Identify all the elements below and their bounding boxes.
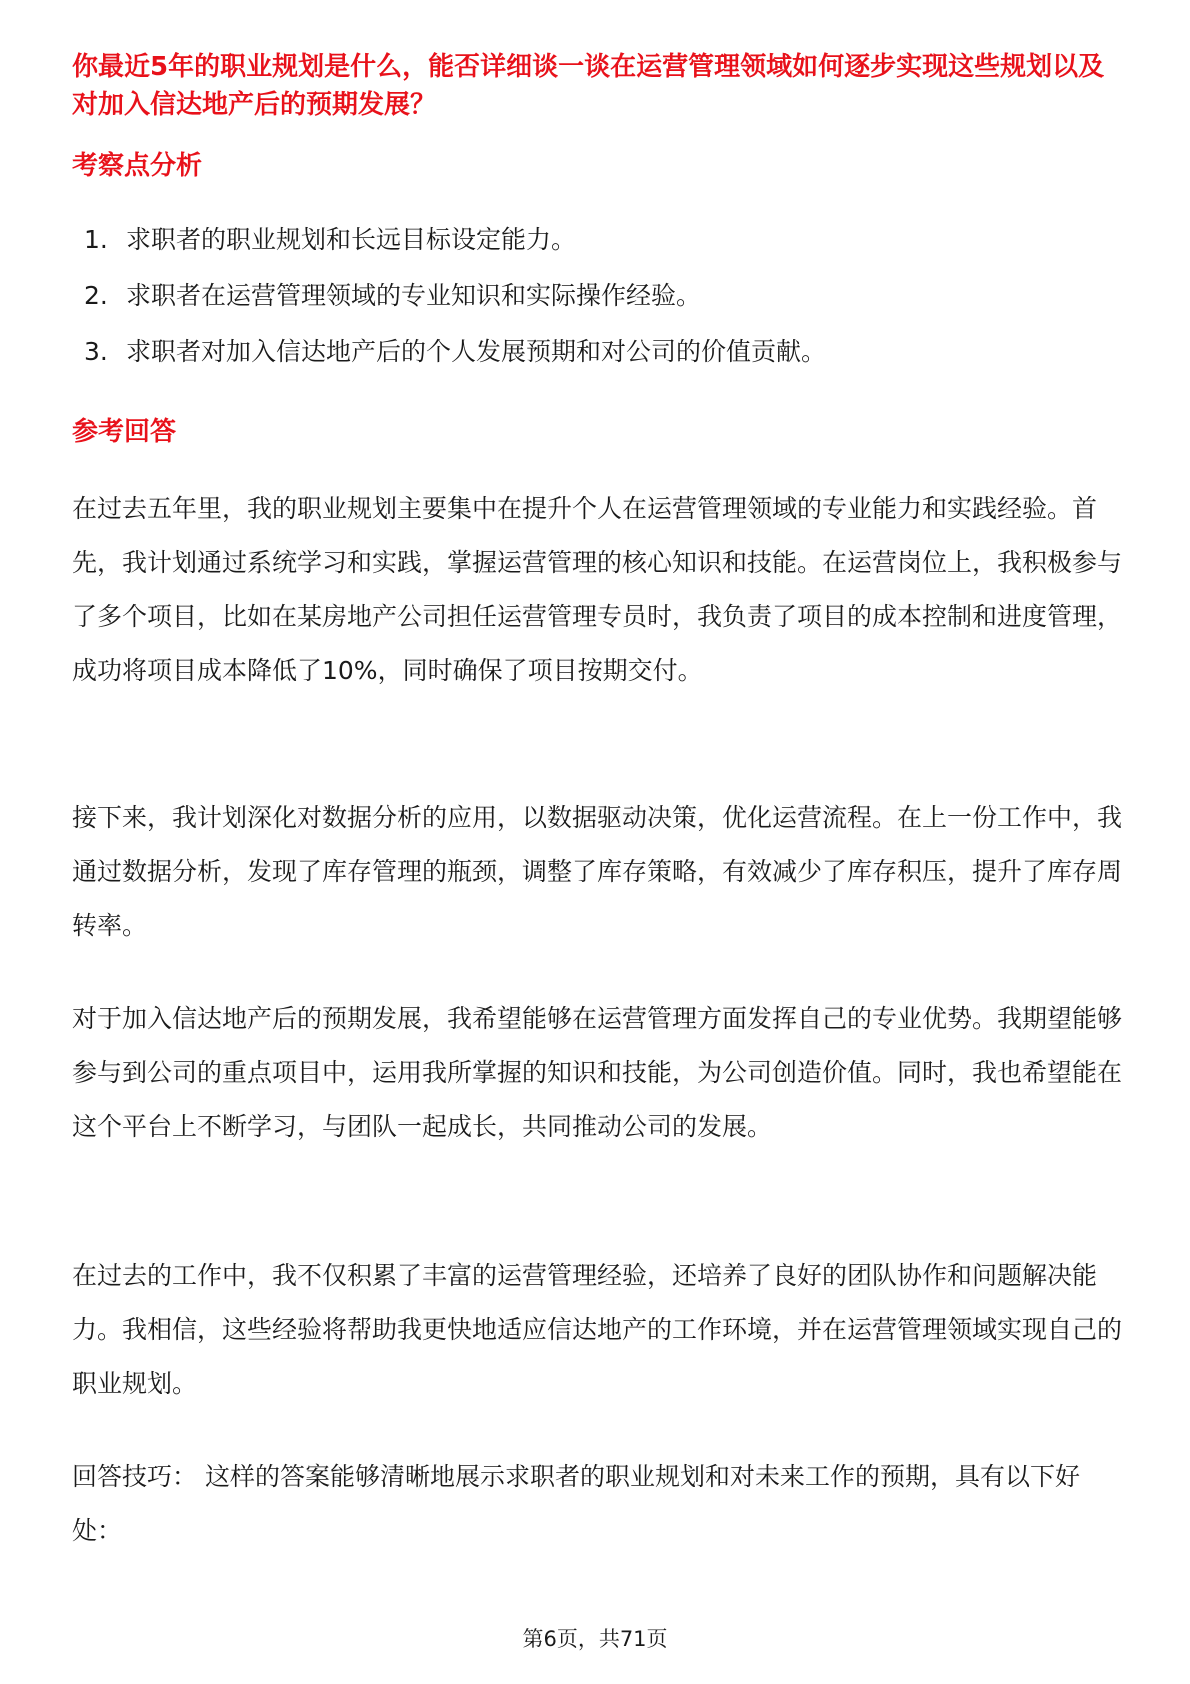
list-item-number: 2. — [84, 281, 108, 310]
list-item-number: 1. — [84, 225, 108, 254]
list-item — [84, 222, 1114, 278]
list-item-text: 求职者在运营管理领域的专业知识和实际操作经验。 — [126, 281, 702, 310]
list-item — [84, 278, 1114, 334]
list-item-text: 求职者的职业规划和长远目标设定能力。 — [126, 225, 577, 254]
list-item-text: 求职者对加入信达地产后的个人发展预期和对公司的价值贡献。 — [126, 337, 827, 366]
answer-paragraph: 在过去的工作中，我不仅积累了丰富的运营管理经验，还培养了良好的团队协作和问题解决能力。我相信，这些经验将帮助我更快地适应信达地产的工作环境，并在运营管理领域实现自己的职业规划。 — [72, 1261, 1123, 1398]
analysis-points-list — [84, 222, 1114, 390]
list-item-number: 3. — [84, 337, 108, 366]
page-number-footer: 第6页，共71页 — [522, 1627, 668, 1651]
answer-tips-paragraph: 回答技巧： 这样的答案能够清晰地展示求职者的职业规划和对未来工作的预期，具有以下好处： — [72, 1462, 1080, 1545]
list-item — [84, 334, 1114, 390]
answer-paragraph: 在过去五年里，我的职业规划主要集中在提升个人在运营管理领域的专业能力和实践经验。首先，我计划通过系统学习和实践，掌握运营管理的核心知识和技能。在运营岗位上，我积极参与了多个项目，比如在某房地产公司担任运营管理专员时，我负责了项目的成本控制和进度管理，成功将项目成本降低了10%，同时确保了项目按期交付。 — [72, 494, 1123, 685]
interview-question: 你最近5年的职业规划是什么，能否详细谈一谈在运营管理领域如何逐步实现这些规划以及对加入信达地产后的预期发展？ — [72, 52, 1105, 120]
analysis-heading: 考察点分析 — [72, 151, 203, 181]
answer-paragraph: 对于加入信达地产后的预期发展，我希望能够在运营管理方面发挥自己的专业优势。我期望能够参与到公司的重点项目中，运用我所掌握的知识和技能，为公司创造价值。同时，我也希望能在这个平台上不断学习，与团队一起成长，共同推动公司的发展。 — [72, 1004, 1123, 1141]
answer-paragraph: 接下来，我计划深化对数据分析的应用，以数据驱动决策，优化运营流程。在上一份工作中，我通过数据分析，发现了库存管理的瓶颈，调整了库存策略，有效减少了库存积压，提升了库存周转率。 — [72, 803, 1123, 940]
answer-heading: 参考回答 — [72, 417, 177, 447]
